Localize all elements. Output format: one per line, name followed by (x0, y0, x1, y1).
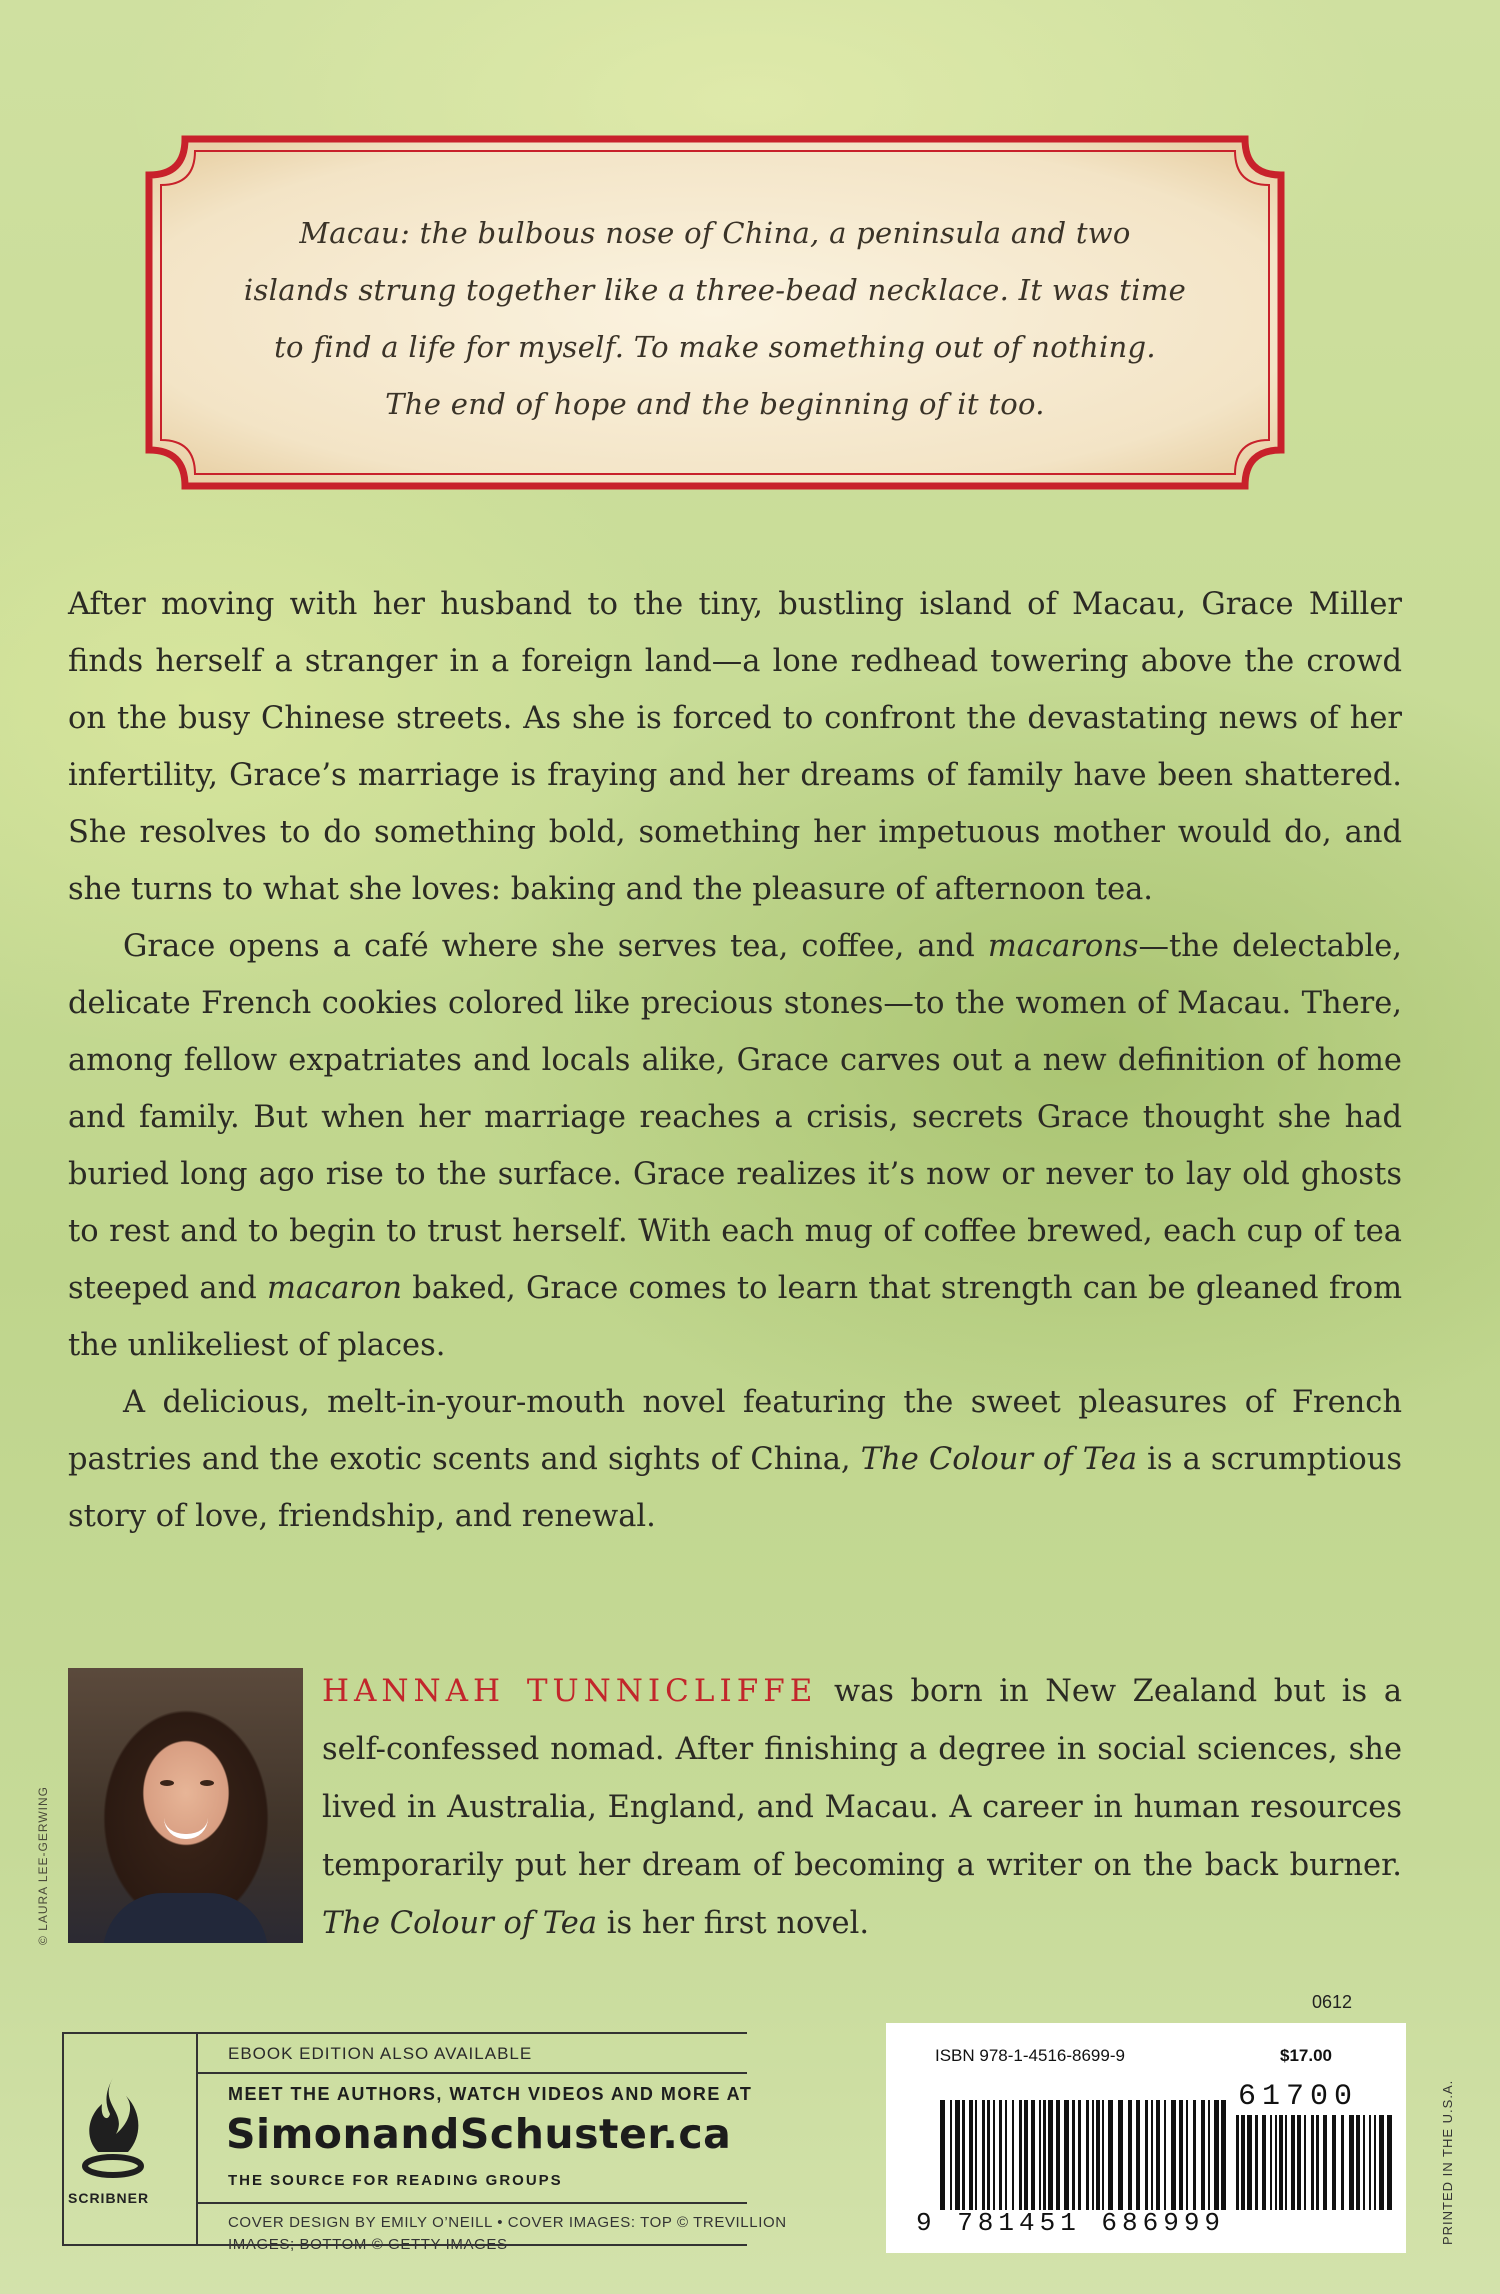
barcode-bar (1374, 2115, 1376, 2210)
divider (198, 2202, 747, 2204)
barcode-bar (999, 2100, 1002, 2210)
barcode-bar (1349, 2115, 1354, 2210)
divider (196, 2032, 198, 2246)
barcode-bar (950, 2100, 952, 2210)
barcode-bar (1270, 2115, 1272, 2210)
text-run: baked, Grace comes to learn that strength can be gleaned from the unlikeliest of places. (68, 1271, 1402, 1363)
text-run: was born in New Zealand but is a self-confessed nomad. After finishing a degree in social sciences, she lived in Australia, England, and Macau. A career in human resources temporarily put her dream of becoming a writer on the back burner. (322, 1674, 1402, 1883)
italic-run: macaron (267, 1271, 402, 1306)
italic-run: macarons (987, 929, 1139, 964)
photo-eye (200, 1780, 214, 1786)
barcode-bar (1379, 2115, 1384, 2210)
photo-eye (160, 1780, 174, 1786)
publisher-label: SCRIBNER (68, 2190, 150, 2206)
barcode-bar (1096, 2100, 1100, 2210)
barcode-bar (1341, 2115, 1344, 2210)
tagline: THE SOURCE FOR READING GROUPS (228, 2172, 563, 2189)
text-run: is her first novel. (597, 1906, 870, 1941)
quote-text (175, 205, 1255, 433)
barcode-bar (1356, 2115, 1360, 2210)
barcode-bar (1043, 2100, 1046, 2210)
ebook-notice: EBOOK EDITION ALSO AVAILABLE (228, 2044, 533, 2063)
barcode-bar (1221, 2100, 1226, 2210)
barcode-bar (962, 2100, 965, 2210)
quote-line: Macau: the bulbous nose of China, a peninsula and two (299, 216, 1131, 250)
barcode-bar (1156, 2100, 1160, 2210)
barcode-bar (1387, 2115, 1392, 2210)
italic-run: The Colour of Tea (322, 1906, 598, 1941)
barcode-bar (1255, 2115, 1258, 2210)
barcode-bar (969, 2100, 973, 2210)
barcode-bar (1193, 2100, 1196, 2210)
isbn-text: ISBN 978-1-4516-8699-9 (935, 2046, 1125, 2065)
cover-credits: COVER DESIGN BY EMILY O’NEILL • COVER IMAGES: TOP © TREVILLION (228, 2214, 787, 2231)
barcode-bar (1297, 2115, 1301, 2210)
text-run: —the delectable, delicate French cookies colored like precious stones—to the women of Macau. There, among fellow expatriates and locals alike, Grace carves out a new definition of home and family. But when her marriage reaches a crisis, secrets Grace thought she had buried long ago rise to the surface. Grace realizes it’s now or never to lay old ghosts to rest and to begin to trust herself. With each mug of coffee brewed, each cup of tea steeped and (68, 929, 1402, 1306)
author-name: HANNAH TUNNICLIFFE (322, 1673, 818, 1709)
barcode-bar (1201, 2100, 1205, 2210)
meet-authors-text: MEET THE AUTHORS, WATCH VIDEOS AND MORE AT (228, 2084, 753, 2104)
barcode-bar (982, 2100, 985, 2210)
text-run: Grace opens a café where she serves tea, coffee, and (123, 929, 988, 964)
printed-in-usa: PRINTED IN THE U.S.A. (1440, 2079, 1455, 2245)
description-paragraph-1: After moving with her husband to the tiny, bustling island of Macau, Grace Miller finds herself a stranger in a foreign land—a lone redhead towering above the crowd on the busy Chinese streets. As she is forced to confront the devastating news of her infertility, Grace’s marriage is fraying and her dreams of family have been shattered. She resolves to do something bold, something her impetuous mother would do, and she turns to what she loves: baking and the pleasure of afternoon tea. (68, 587, 1402, 907)
barcode-bar (940, 2100, 945, 2210)
author-bio (322, 1662, 1402, 1953)
barcode-bar (1285, 2115, 1287, 2210)
divider (198, 2072, 747, 2074)
barcode-bar (1005, 2100, 1007, 2210)
addon-barcode (1236, 2115, 1396, 2210)
author-photo (68, 1668, 303, 1943)
barcode-bar (1108, 2100, 1113, 2210)
barcode-bar (1078, 2100, 1081, 2210)
barcode-bar (1102, 2100, 1104, 2210)
barcode-bar (993, 2100, 995, 2210)
barcode-bar (1118, 2100, 1123, 2210)
barcode-bar (1186, 2100, 1188, 2210)
barcode-bar (1145, 2100, 1148, 2210)
book-description (68, 576, 1402, 1545)
ean-digits: 9 781451 686999 (916, 2208, 1226, 2238)
barcode-bar (1064, 2100, 1069, 2210)
barcode-bar (1323, 2115, 1327, 2210)
price-code: 0612 (1312, 1992, 1353, 2012)
barcode-bar (1236, 2115, 1239, 2210)
barcode-bar (955, 2100, 960, 2210)
barcode-bar (1056, 2100, 1060, 2210)
barcode-bar (1262, 2115, 1266, 2210)
barcode-bar (987, 2100, 990, 2210)
barcode-bar (975, 2100, 977, 2210)
photo-shirt (103, 1893, 268, 1943)
barcode-bar (1019, 2100, 1022, 2210)
barcode-bar (1136, 2100, 1140, 2210)
barcode-bar (1279, 2115, 1283, 2210)
barcode-bar (1179, 2100, 1183, 2210)
barcode-bar (1208, 2100, 1210, 2210)
barcode-bar (1291, 2115, 1295, 2210)
barcode-bar (1363, 2115, 1365, 2210)
photo-credit: © LAURA LEE-GERWING (36, 1786, 50, 1945)
barcode-bar (1072, 2100, 1075, 2210)
barcode-bar (1039, 2100, 1041, 2210)
barcode-bar (1164, 2100, 1166, 2210)
addon-digits: 61700 (1238, 2080, 1359, 2114)
ean-barcode (940, 2100, 1230, 2210)
text-run: A delicious, melt-in-your-mouth novel featuring the sweet pleasures of French pastries and the exotic scents and sights of China, (68, 1385, 1402, 1477)
barcode-bar (1332, 2115, 1336, 2210)
photo-smile (164, 1818, 208, 1839)
barcode-bar (1241, 2115, 1245, 2210)
barcode-bar (1214, 2100, 1219, 2210)
barcode-bar (1151, 2100, 1153, 2210)
barcode-bar (1128, 2100, 1132, 2210)
barcode-bar (1304, 2115, 1306, 2210)
quote-line: to find a life for myself. To make something out of nothing. (274, 330, 1156, 364)
barcode-bar (1247, 2115, 1252, 2210)
barcode-bar (1316, 2115, 1319, 2210)
barcode-bar (1171, 2100, 1176, 2210)
barcode-bar (1311, 2115, 1314, 2210)
quote-line: The end of hope and the beginning of it too. (385, 387, 1045, 421)
barcode-bar (1024, 2100, 1028, 2210)
website-link[interactable]: SimonandSchuster.ca (226, 2110, 732, 2158)
price-text: $17.00 (1280, 2046, 1332, 2065)
barcode-bar (1369, 2115, 1371, 2210)
barcode-bar (1086, 2100, 1089, 2210)
divider (62, 2032, 747, 2034)
barcode-bar (1275, 2115, 1277, 2210)
italic-run: The Colour of Tea (860, 1442, 1137, 1477)
quote-line: islands strung together like a three-bead necklace. It was time (243, 273, 1187, 307)
cover-credits: IMAGES; BOTTOM © GETTY IMAGES (228, 2236, 508, 2253)
barcode-bar (1012, 2100, 1014, 2210)
description-paragraph-2 (68, 918, 1402, 1374)
text-run: is a scrumptious story of love, friendship, and renewal. (68, 1442, 1402, 1534)
barcode-bar (1031, 2100, 1035, 2210)
scribner-flame-icon (78, 2074, 148, 2184)
barcode-bar (1048, 2100, 1053, 2210)
barcode-bar (1092, 2100, 1094, 2210)
description-paragraph-3 (68, 1374, 1402, 1545)
